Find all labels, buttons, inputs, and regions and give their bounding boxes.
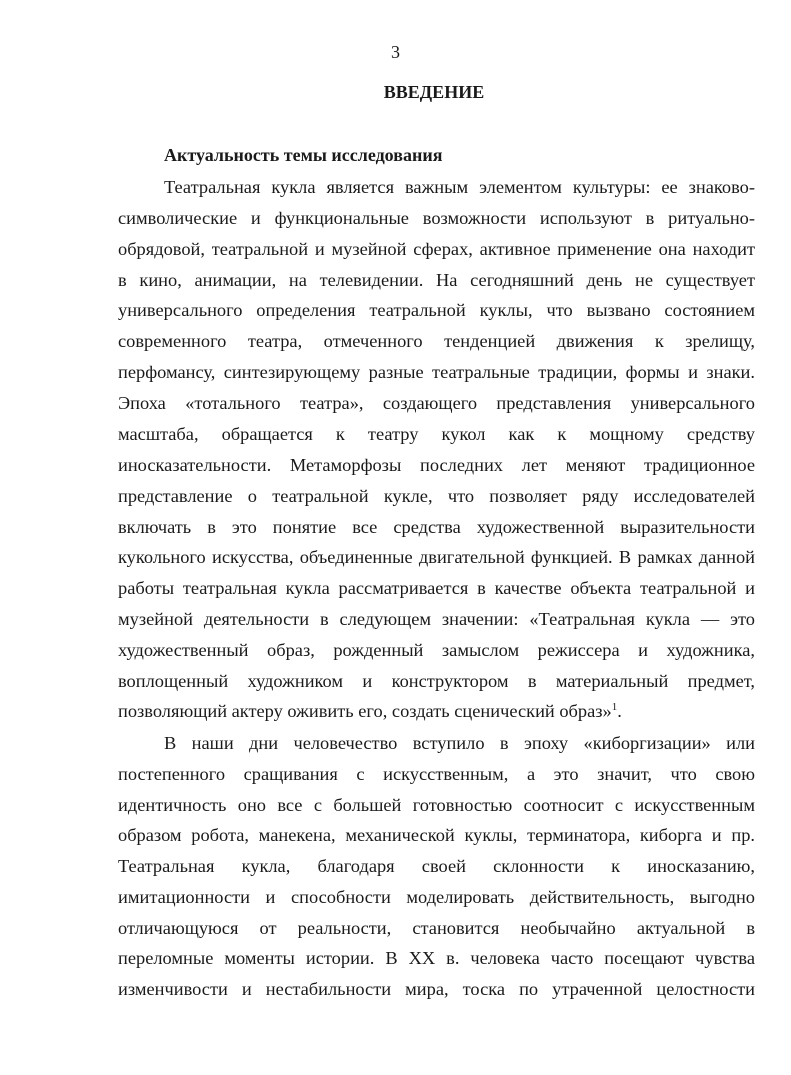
paragraph-1-line: художественный образ, рожденный замыслом режиссера и художника, xyxy=(118,640,755,660)
paragraph-1-line: воплощенный художником и конструктором в материальный предмет, xyxy=(118,671,755,691)
paragraph-1-line: перфомансу, синтезирующему разные театральные традиции, формы и знаки. xyxy=(118,362,755,382)
paragraph-1-line: масштаба, обращается к театру кукол как к мощному средству xyxy=(118,424,755,444)
paragraph-1-line: символические и функциональные возможности используют в ритуально- xyxy=(118,208,755,228)
paragraph-1-line: универсального определения театральной куклы, что вызвано состоянием xyxy=(118,300,755,320)
paragraph-1-line: работы театральная кукла рассматривается в качестве объекта театральной и xyxy=(118,578,755,598)
paragraph-2-line: В наши дни человечество вступило в эпоху «киборгизации» или xyxy=(164,733,755,753)
paragraph-1-line: Эпоха «тотального театра», создающего представления универсального xyxy=(118,393,755,413)
paragraph-1-line: в кино, анимации, на телевидении. На сегодняшний день не существует xyxy=(118,270,755,290)
paragraph-1-line-text: позволяющий актеру оживить его, создать сценический образ» xyxy=(118,701,612,721)
paragraph-1-line: современного театра, отмеченного тенденцией движения к зрелищу, xyxy=(118,331,755,351)
paragraph-2-line: идентичность оно все с большей готовностью соотносит с искусственным xyxy=(118,795,755,815)
footnote-reference[interactable]: 1 xyxy=(611,701,618,713)
paragraph-1-last-line xyxy=(118,700,755,722)
paragraph-2-line: Театральная кукла, благодаря своей склонности к иносказанию, xyxy=(118,856,755,876)
paragraph-1-line: иносказательности. Метаморфозы последних лет меняют традиционное xyxy=(118,455,755,475)
paragraph-2-line: переломные моменты истории. В XX в. человека часто посещают чувства xyxy=(118,948,755,968)
paragraph-1-line: кукольного искусства, объединенные двигательной функцией. В рамках данной xyxy=(118,547,755,567)
paragraph-1-line: музейной деятельности в следующем значении: «Театральная кукла — это xyxy=(118,609,755,629)
paragraph-1-line: Театральная кукла является важным элементом культуры: ее знаково- xyxy=(164,177,755,197)
section-heading: ВВЕДЕНИЕ xyxy=(383,82,485,102)
paragraph-1-line: обрядовой, театральной и музейной сферах, активное применение она находит xyxy=(118,239,755,259)
paragraph-1-line: представление о театральной кукле, что позволяет ряду исследователей xyxy=(118,486,755,506)
sentence-end-period: . xyxy=(617,701,622,721)
page-number: 3 xyxy=(391,42,400,62)
paragraph-2-line: изменчивости и нестабильности мира, тоска по утраченной целостности xyxy=(118,979,755,999)
paragraph-2-line: имитационности и способности моделировать действительность, выгодно xyxy=(118,887,755,907)
paragraph-2-line: отличающуюся от реальности, становится необычайно актуальной в xyxy=(118,918,755,938)
paragraph-1-line: включать в это понятие все средства художественной выразительности xyxy=(118,517,755,537)
paragraph-2-line: образом робота, манекена, механической куклы, терминатора, киборга и пр. xyxy=(118,825,755,845)
subsection-heading: Актуальность темы исследования xyxy=(164,145,443,165)
paragraph-2-line: постепенного сращивания с искусственным, а это значит, что свою xyxy=(118,764,755,784)
